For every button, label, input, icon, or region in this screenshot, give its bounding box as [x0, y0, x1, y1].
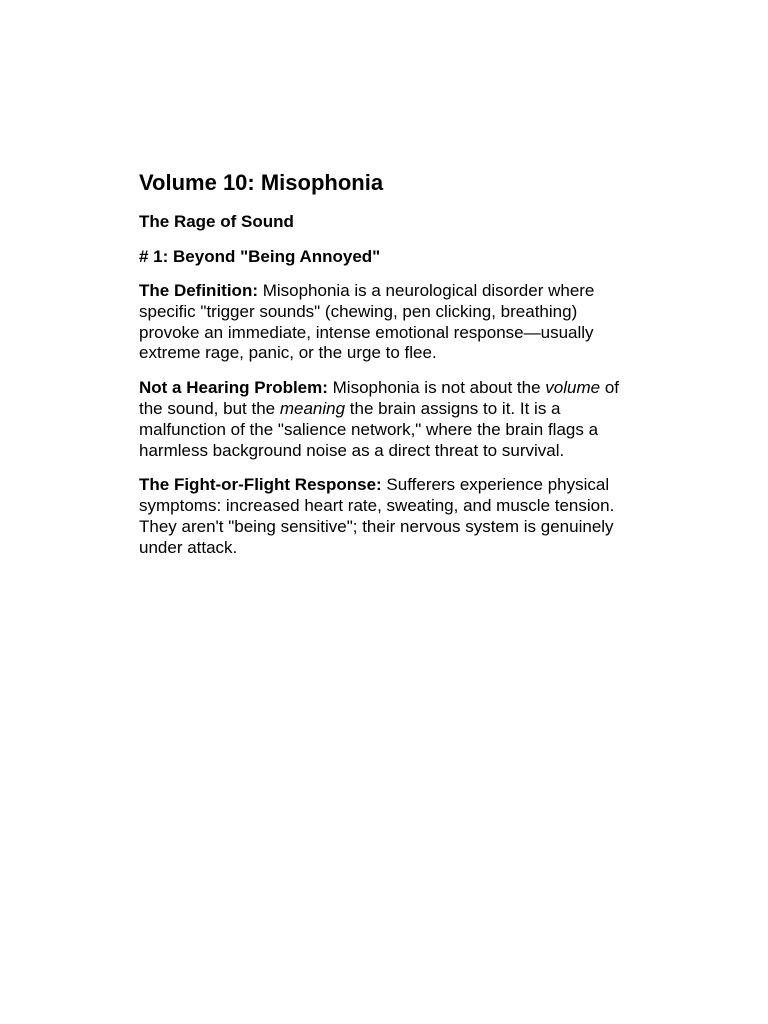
emphasis-meaning: meaning	[279, 398, 346, 418]
paragraph-definition	[139, 281, 639, 364]
paragraph-text: Misophonia is a neurological disorder where specific "trigger sounds" (chewing, pen clicking, breathing) provoke an immediate, intense emotional response—usually extreme rage, panic, or the urge to flee.	[139, 281, 595, 363]
paragraph-lead: Not a Hearing Problem:	[139, 378, 328, 398]
paragraph-lead: The Fight-or-Flight Response:	[139, 475, 382, 495]
paragraph-text: Misophonia is not about the	[327, 378, 546, 398]
paragraph-text: the brain assigns to it. It is a malfunction of the "salience network," where the brain flags a harmless background noise as a direct threat to survival.	[139, 398, 599, 460]
paragraph-fight-or-flight	[139, 475, 639, 558]
paragraph-lead: The Definition:	[139, 281, 258, 300]
document-title: Volume 10: Misophonia	[139, 170, 384, 195]
document-page	[139, 168, 639, 573]
paragraph-text: of the sound, but the	[139, 378, 620, 418]
section-heading: # 1: Beyond "Being Annoyed"	[139, 247, 381, 266]
paragraph-not-hearing-problem	[139, 378, 639, 461]
emphasis-volume: volume	[545, 378, 601, 398]
document-subtitle: The Rage of Sound	[139, 212, 294, 231]
paragraph-text: Sufferers experience physical symptoms: increased heart rate, sweating, and muscle tension. They aren't "being sensitive"; their nervous system is genuinely under attack.	[139, 475, 615, 557]
